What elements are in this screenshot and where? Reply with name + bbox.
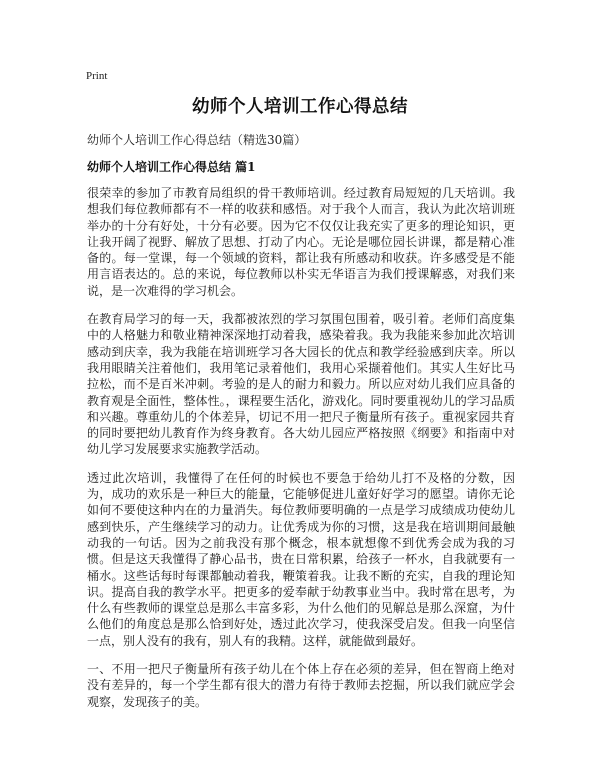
document-title: 幼师个人培训工作心得总结 bbox=[192, 97, 408, 117]
document-subtitle: 幼师个人培训工作心得总结（精选30篇） bbox=[87, 133, 307, 147]
article-body bbox=[87, 185, 515, 722]
paragraph-1: 很荣幸的参加了市教育局组织的骨干教师培训。经过教育局短短的几天培训。我想我们每位教师都有不一样的收获和感悟。对于我个人而言，我认为此次培训班举办的十分有好处，十分有必要。因为它不仅仅让我充实了更多的理论知识，更让我开阔了视野、解放了思想、打动了内心。无论是哪位园长讲课，都是精心准备的。每一堂课，每一个领域的资料，都让我有所感动和收获。许多感受是不能用言语表达的。总的来说，每位教师以朴实无华语言为我们授课解惑，对我们来说，是一次难得的学习机会。 bbox=[87, 186, 515, 298]
paragraph-3: 透过此次培训，我懂得了在任何的时候也不要急于给幼儿打不及格的分数，因为，成功的欢乐是一种巨大的能量，它能够促进儿童好好学习的愿望。请你无论如何不要使这种内在的力量消失。每位教师要明确的一点是学习成绩成功使幼儿感到快乐，产生继续学习的动力。让优秀成为你的习惯，这是我在培训期间最触动我的一句话。因为之前我没有那个概念，根本就想像不到优秀会成为我的习惯。但是这天我懂得了静心品书，贵在日常积累，给孩子一杯水，自我就要有一桶水。这些话每时每课都触动着我，鞭策着我。让我不断的充实，自我的理论知识。提高自我的教学水平。把更多的爱奉献于幼教事业当中。我时常在思考，为什么有些教师的课堂总是那么丰富多彩，为什么他们的见解总是那么深窟，为什么他们的角度总是那么恰到好处，透过此次学习，使我深受启发。但我一向坚信一点，别人没有的我有，别人有的我精。这样，就能做到最好。 bbox=[87, 470, 515, 648]
section-heading: 幼师个人培训工作心得总结 篇1 bbox=[87, 160, 256, 174]
paragraph-4: 一、不用一把尺子衡量所有孩子幼儿在个体上存在必须的差异，但在智商上绝对没有差异的，每一个学生都有很大的潜力有待于教师去挖掘，所以我们就应学会观察，发现孩子的美。 bbox=[87, 662, 515, 709]
print-label[interactable]: Print bbox=[86, 70, 108, 82]
paragraph-2: 在教育局学习的每一天，我都被浓烈的学习氛围包围着，吸引着。老师们高度集中的人格魅力和敬业精神深深地打动着我，感染着我。我为我能来参加此次培训感动到庆幸，我为我能在培训班学习各大园长的优点和教学经验感到庆幸。所以我用眼睛关注着他们，我用笔记录着他们，我用心采撷着他们。其实人生好比马拉松，而不是百米冲刺。考验的是人的耐力和毅力。所以应对幼儿我们应具备的教育观是全面性，整体性。，课程要生活化，游戏化。同时要重视幼儿的学习品质和兴趣。尊重幼儿的个体差异，切记不用一把尺子衡量所有孩子。重视家园共育的同时要把幼儿教育作为终身教育。各大幼儿园应严格按照《纲要》和指南中对幼儿学习发展要求实施教学活动。 bbox=[87, 312, 515, 457]
